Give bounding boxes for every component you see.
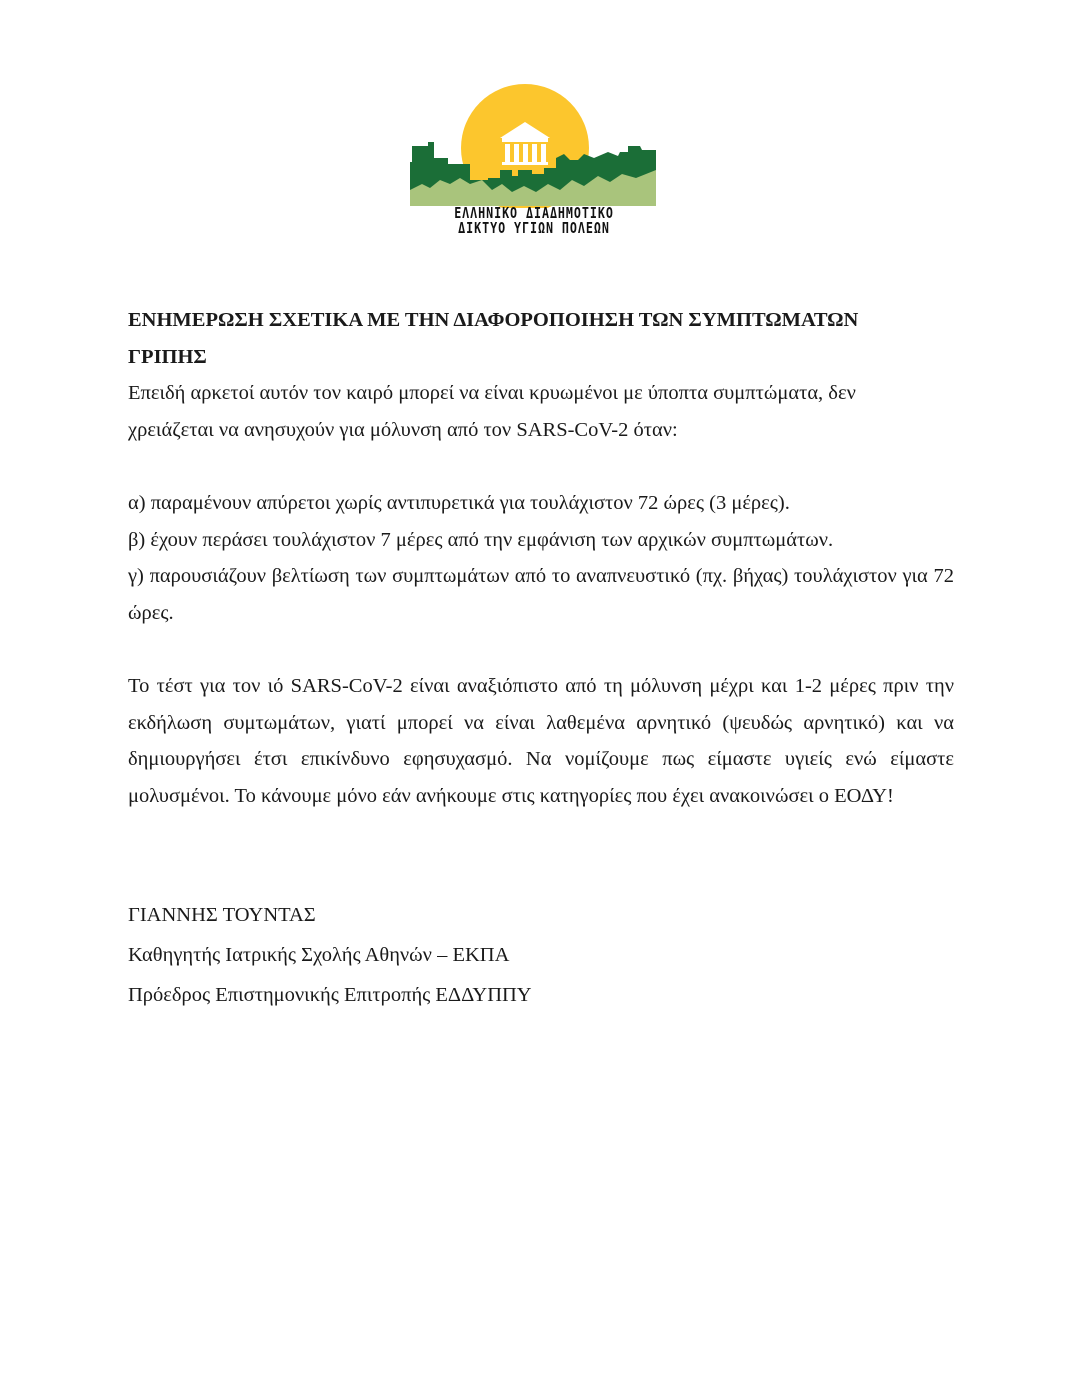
spacer: [128, 631, 954, 668]
intro-line1: Επειδή αρκετοί αυτόν τον καιρό μπορεί να είναι κρυωμένοι με ύποπτα συμπτώματα, δεν: [128, 382, 856, 405]
spacer: [128, 851, 954, 895]
logo-text-line2: ΔΙΚΤΥΟ ΥΓΙΩΝ ΠΟΛΕΩΝ: [458, 219, 610, 237]
document-title-line1: ΕΝΗΜΕΡΩΣΗ ΣΧΕΤΙΚΑ ΜΕ ΤΗΝ ΔΙΑΦΟΡΟΠΟΙΗΣΗ ΤΩΝ ΣΥΜΠΤΩΜΑΤΩΝ: [128, 309, 859, 331]
test-paragraph: Το τέστ για τον ιό SARS-CoV-2 είναι αναξιόπιστο από τη μόλυνση μέχρι και 1-2 μέρες πριν την εκδήλωση συμτωμάτων, γιατί μπορεί να είναι λαθεμένα αρνητικό (ψευδώς αρνητικό) και να δημιουργήσει έτσι επικίνδυνο εφησυχασμό. Να νομίζουμε πως είμαστε υγιείς ενώ είμαστε μολυσμένοι. Το κάνουμε μόνο εάν ανήκουμε στις κατηγορίες που έχει ανακοινώσει ο ΕΟΔΥ!: [128, 674, 954, 807]
condition-item: α) παραμένουν απύρετοι χωρίς αντιπυρετικά για τουλάχιστον 72 ώρες (3 μέρες).: [128, 491, 790, 514]
spacer: [128, 448, 954, 485]
logo: [408, 80, 660, 240]
intro-line2: χρειάζεται να ανησυχούν για μόλυνση από τον SARS-CoV-2 όταν:: [128, 418, 678, 441]
signature-role2: Πρόεδρος Επιστημονικής Επιτροπής ΕΔΔΥΠΠΥ: [128, 983, 532, 1006]
signature-role1: Καθηγητής Ιατρικής Σχολής Αθηνών – ΕΚΠΑ: [128, 943, 510, 966]
logo-text-line1: ΕΛΛΗΝΙΚΟ ΔΙΑΔΗΜΟΤΙΚΟ: [454, 204, 614, 222]
document-title-line2: ΓΡΙΠΗΣ: [128, 345, 207, 368]
city-skyline-sun-logo-icon: [408, 80, 660, 208]
condition-item: γ) παρουσιάζουν βελτίωση των συμπτωμάτων από το αναπνευστικό (πχ. βήχας) τουλάχιστον για 72 ώρες.: [128, 565, 954, 624]
signature-name: ΓΙΑΝΝΗΣ ΤΟΥΝΤΑΣ: [128, 903, 316, 926]
condition-item: β) έχουν περάσει τουλάχιστον 7 μέρες από την εμφάνιση των αρχικών συμπτωμάτων.: [128, 528, 834, 551]
document-body: [128, 302, 954, 1015]
spacer: [128, 814, 954, 851]
